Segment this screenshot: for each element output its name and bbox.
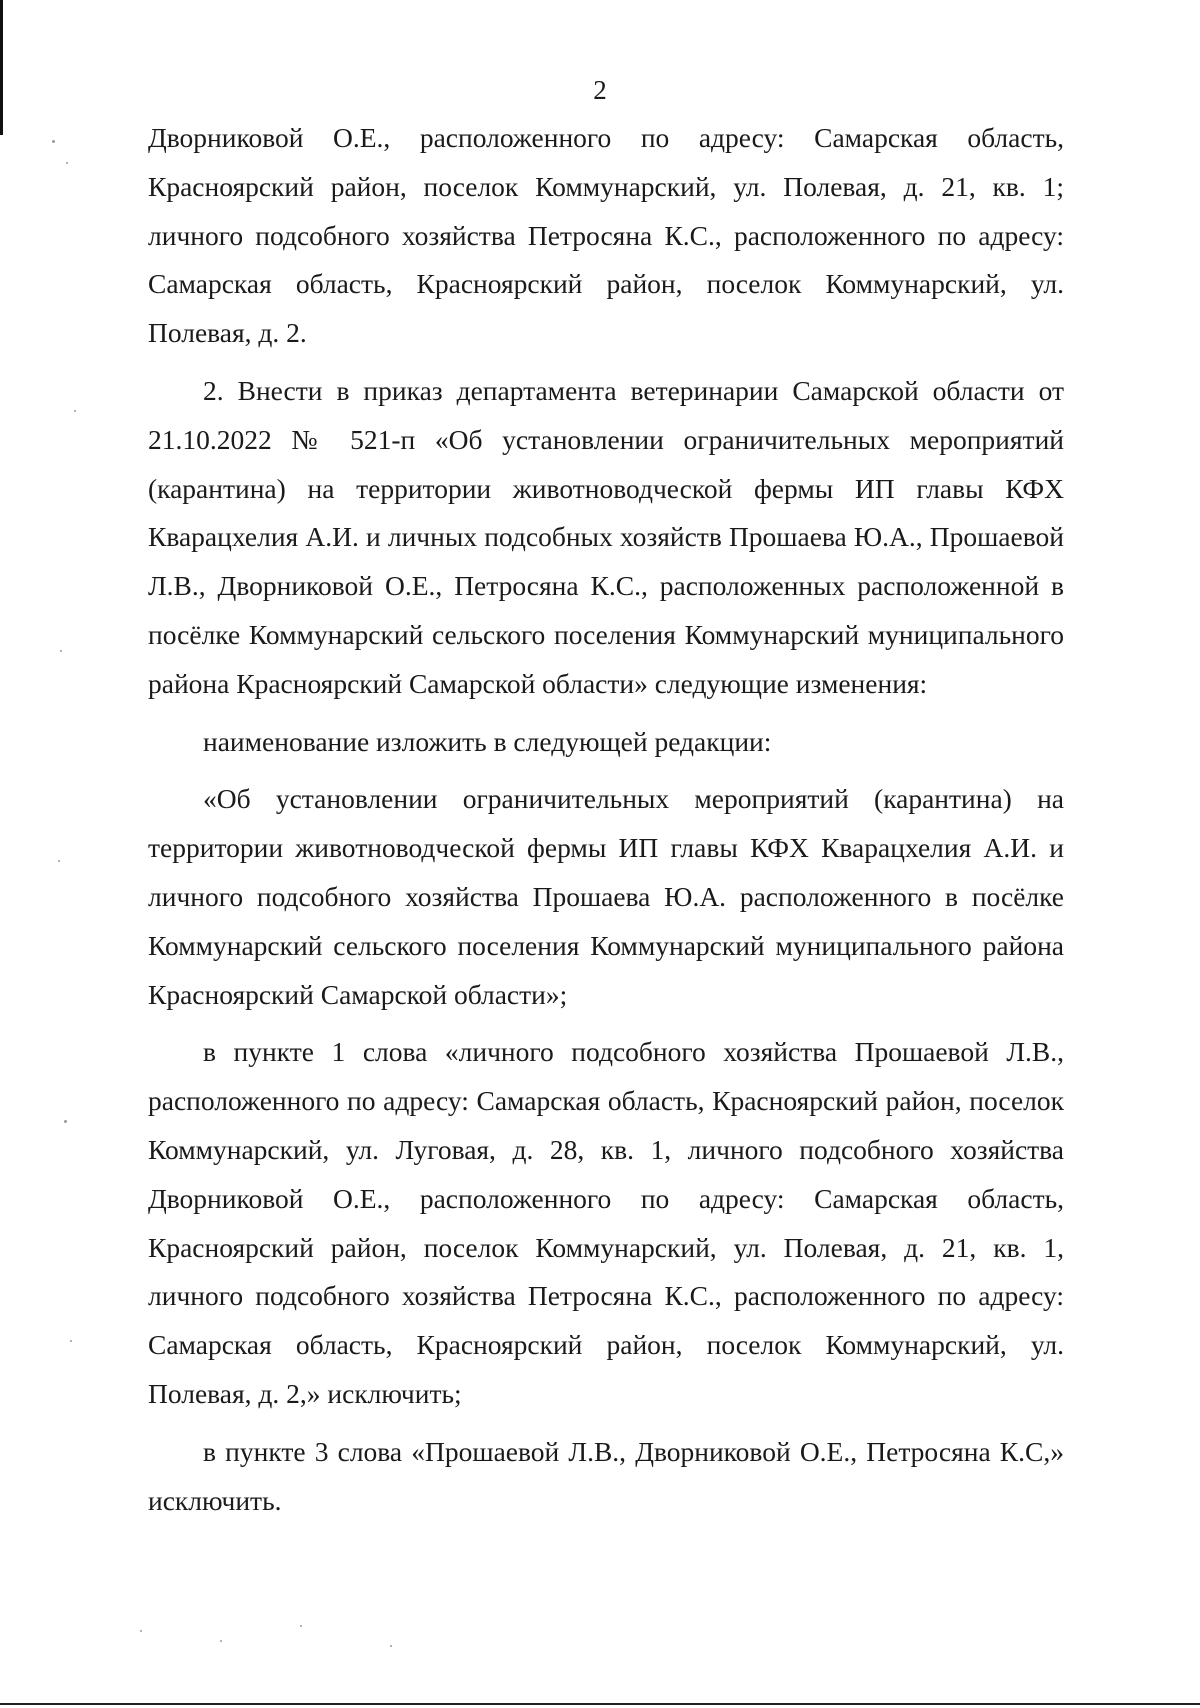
paragraph-item-1-change: в пункте 1 слова «личного подсобного хозяйства Прошаевой Л.В., расположенного по адресу: Самарская область, Красноярский район, поселок Коммунарский, ул. Луговая, д. 28, кв. 1, личного подсобного хозяйства Дворниковой О.Е., расположенного по адресу: Самарская область, Красноярский район, поселок Коммунарский, ул. Полевая, д. 21, кв. 1, личного подсобного хозяйства Петросяна К.С., расположенного по адресу: Самарская область, Красноярский район, поселок Коммунарский, ул. Полевая, д. 2,» исключить;	[148, 1036, 1064, 1409]
scan-speck	[220, 1640, 222, 1642]
scan-speck	[300, 1625, 302, 1627]
scan-speck	[74, 410, 76, 412]
scan-bottom-edge	[0, 1703, 1200, 1705]
paragraph-new-title: «Об установлении ограничительных мероприятий (карантина) на территории животноводческой фермы ИП главы КФХ Кварацхелия А.И. и личного подсобного хозяйства Прошаева Ю.А. расположенного в посёлке Коммунарский сельского поселения Коммунарский муниципального района Красноярский Самарской области»;	[148, 783, 1064, 1010]
scan-speck	[58, 860, 60, 862]
scan-left-edge	[0, 0, 3, 135]
scan-speck	[70, 1340, 72, 1342]
scan-speck	[60, 650, 62, 652]
scan-speck	[390, 1645, 392, 1647]
document-body	[148, 114, 1064, 1525]
paragraph-item-3-change: в пункте 3 слова «Прошаевой Л.В., Дворниковой О.Е., Петросяна К.С,» исключить.	[148, 1435, 1064, 1516]
scan-speck	[52, 140, 55, 143]
page-number: 2	[593, 75, 607, 105]
paragraph-item-2: 2. Внести в приказ департамента ветеринарии Самарской области от 21.10.2022 № 521-п «Об установлении ограничительных мероприятий (карантина) на территории животноводческой фермы ИП главы КФХ Кварацхелия А.И. и личных подсобных хозяйств Прошаева Ю.А., Прошаевой Л.В., Дворниковой О.Е., Петросяна К.С., расположенных расположенной в посёлке Коммунарский сельского поселения Коммунарский муниципального района Красноярский Самарской области» следующие изменения:	[148, 374, 1064, 699]
paragraph-title-instruction: наименование изложить в следующей редакции:	[203, 725, 772, 757]
scan-speck	[66, 162, 68, 164]
scan-speck	[64, 1120, 67, 1123]
paragraph-address-continuation: Дворниковой О.Е., расположенного по адресу: Самарская область, Красноярский район, поселок Коммунарский, ул. Полевая, д. 21, кв. 1; личного подсобного хозяйства Петросяна К.С., расположенного по адресу: Самарская область, Красноярский район, поселок Коммунарский, ул. Полевая, д. 2.	[148, 122, 1064, 349]
scan-speck	[140, 1630, 142, 1632]
